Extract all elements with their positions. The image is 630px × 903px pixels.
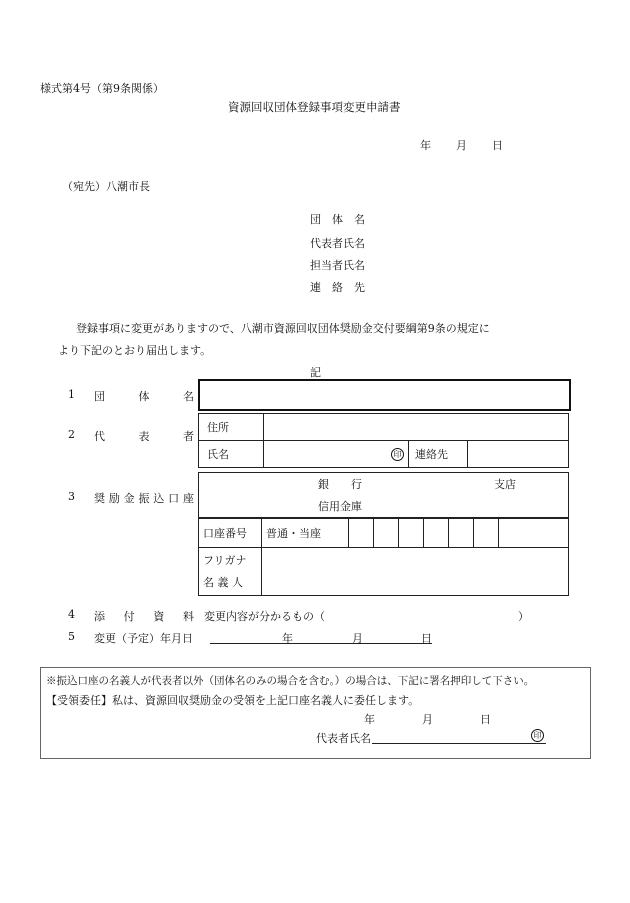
account-digit[interactable] bbox=[349, 518, 374, 548]
notice-rep-label: 代表者氏名 bbox=[316, 732, 371, 745]
furigana-label: フリガナ bbox=[203, 553, 247, 567]
notice-line-1: ※振込口座の名義人が代表者以外（団体名のみの場合を含む。）の場合は、下記に署名押印して下さい。 bbox=[46, 675, 535, 687]
change-date-label: 変更（予定）年月日 bbox=[94, 632, 193, 645]
date-day: 日 bbox=[492, 139, 503, 152]
item4-char: 添 bbox=[94, 610, 105, 623]
item4-char: 料 bbox=[182, 610, 194, 623]
notice-month: 月 bbox=[422, 713, 433, 726]
item3-label bbox=[94, 490, 194, 506]
item1-label bbox=[94, 388, 194, 404]
change-date-month: 月 bbox=[352, 632, 363, 645]
body-line-2: より下記のとおり届出します。 bbox=[58, 344, 212, 357]
change-date-day: 日 bbox=[421, 632, 432, 645]
account-digit[interactable] bbox=[399, 518, 424, 548]
address-label: 住所 bbox=[199, 414, 264, 441]
addressee: （宛先）八潮市長 bbox=[62, 180, 150, 193]
item2-label bbox=[94, 428, 194, 444]
applicant-group-name-label: 団 体 名 bbox=[310, 213, 365, 226]
item2-char: 者 bbox=[183, 430, 194, 443]
item2-number: 2 bbox=[68, 428, 75, 441]
applicant-contact-name-label: 担当者氏名 bbox=[310, 259, 365, 272]
rep-contact-field[interactable] bbox=[468, 441, 569, 468]
holder-label-cell bbox=[199, 548, 262, 596]
credit-union-label: 信用金庫 bbox=[318, 500, 362, 513]
item2-char: 表 bbox=[138, 430, 150, 443]
bank-label: 銀 行 bbox=[318, 478, 362, 491]
item3-char: 口 bbox=[168, 492, 180, 505]
notice-rep-signature-field[interactable] bbox=[372, 731, 546, 744]
item3-number: 3 bbox=[68, 490, 75, 503]
representative-table bbox=[198, 413, 569, 468]
name-label: 氏名 bbox=[199, 441, 264, 468]
item4-label bbox=[94, 608, 194, 624]
seal-icon: 印 bbox=[531, 729, 544, 742]
item1-number: 1 bbox=[68, 388, 75, 401]
item1-char: 名 bbox=[183, 390, 194, 403]
account-type[interactable]: 普通・当座 bbox=[262, 518, 349, 548]
notice-day: 日 bbox=[480, 713, 491, 726]
branch-label: 支店 bbox=[494, 478, 516, 491]
item3-char: 奨 bbox=[94, 492, 105, 505]
account-holder-field[interactable] bbox=[262, 548, 569, 596]
change-date-field[interactable] bbox=[210, 631, 432, 644]
item2-char: 代 bbox=[94, 430, 105, 443]
account-digit[interactable] bbox=[499, 518, 569, 548]
date-year: 年 bbox=[420, 139, 431, 152]
attachment-close-paren: ） bbox=[518, 610, 529, 623]
item4-number: 4 bbox=[68, 608, 75, 621]
notice-line-2: 【受領委任】私は、資源回収奨励金の受領を上記口座名義人に委任します。 bbox=[46, 694, 420, 707]
attachment-text: 変更内容が分かるもの（ bbox=[204, 610, 325, 623]
applicant-rep-name-label: 代表者氏名 bbox=[310, 237, 365, 250]
item3-char: 励 bbox=[108, 492, 120, 505]
item1-char: 団 bbox=[94, 390, 105, 403]
account-digit[interactable] bbox=[474, 518, 499, 548]
notice-year: 年 bbox=[364, 713, 375, 726]
seal-icon: 印 bbox=[391, 448, 404, 461]
item4-char: 資 bbox=[153, 610, 165, 623]
rep-contact-label: 連絡先 bbox=[409, 441, 468, 468]
account-number-label: 口座番号 bbox=[199, 518, 262, 548]
item3-char: 金 bbox=[123, 492, 135, 505]
account-digit[interactable] bbox=[374, 518, 399, 548]
ki-label: 記 bbox=[310, 366, 321, 379]
body-line-1: 登録事項に変更がありますので、八潮市資源回収団体奨励金交付要綱第9条の規定に bbox=[76, 322, 490, 335]
name-field[interactable] bbox=[264, 441, 409, 468]
account-digit[interactable] bbox=[449, 518, 474, 548]
group-name-field[interactable] bbox=[198, 379, 571, 411]
form-number: 様式第4号（第9条関係） bbox=[40, 82, 164, 95]
item3-char: 座 bbox=[182, 492, 194, 505]
item5-number: 5 bbox=[68, 630, 75, 643]
form-title: 資源回収団体登録事項変更申請書 bbox=[228, 100, 401, 114]
date-month: 月 bbox=[456, 139, 467, 152]
change-date-year: 年 bbox=[282, 632, 293, 645]
holder-label: 名 義 人 bbox=[203, 575, 243, 589]
account-digit[interactable] bbox=[424, 518, 449, 548]
applicant-contact-label: 連 絡 先 bbox=[310, 281, 365, 294]
item3-char: 振 bbox=[138, 492, 150, 505]
address-field[interactable] bbox=[264, 414, 569, 441]
item4-char: 付 bbox=[123, 610, 135, 623]
item3-char: 込 bbox=[153, 492, 165, 505]
account-table bbox=[198, 517, 569, 596]
item1-char: 体 bbox=[138, 390, 150, 403]
